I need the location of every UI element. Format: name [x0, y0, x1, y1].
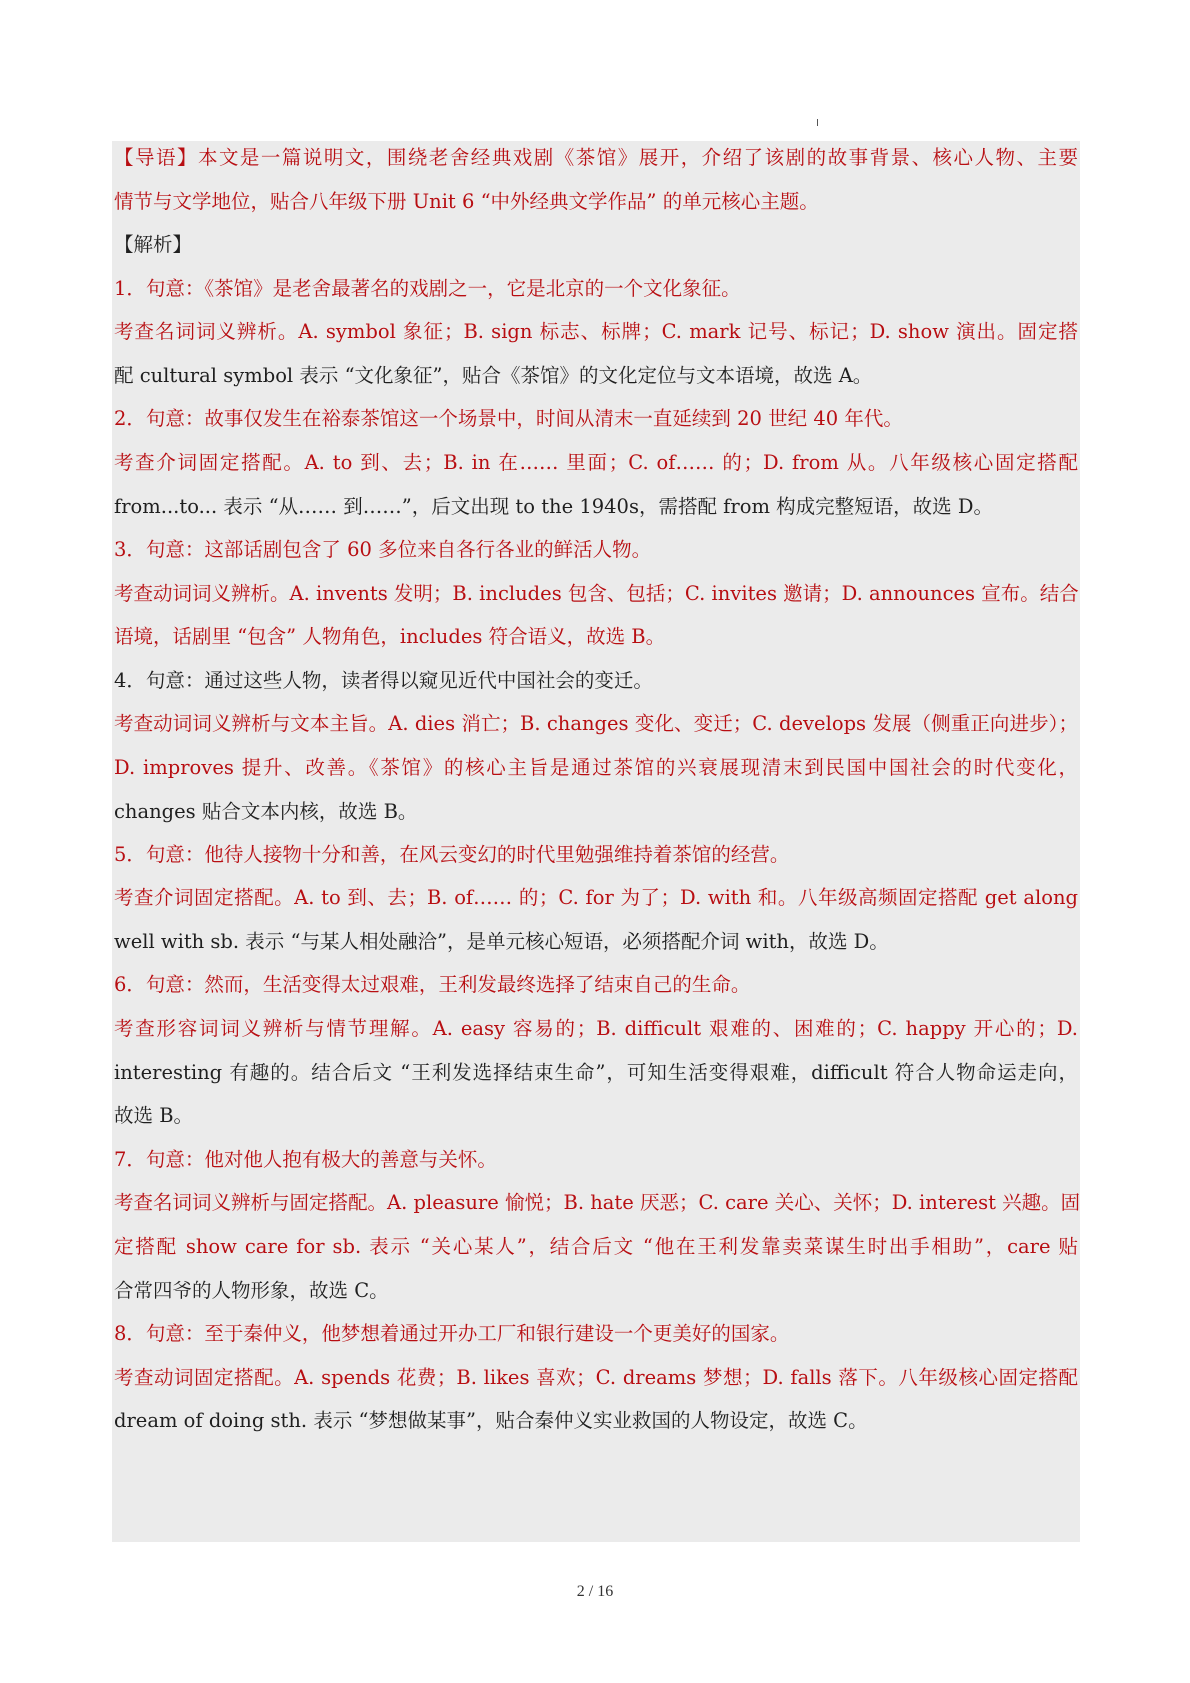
q3-explanation-2: 语境，话剧里 “包含” 人物角色，includes 符合语义，故选 B。: [114, 625, 666, 648]
q7-explanation-3: 合常四爷的人物形象，故选 C。: [114, 1279, 389, 1302]
q5-explanation-1: 考查介词固定搭配。A. to 到、去；B. of…… 的；C. for 为了；D. with 和。八年级高频固定搭配 get along: [114, 886, 1078, 909]
analysis-heading: 【解析】: [114, 233, 193, 256]
q1-translation: 1．句意：《茶馆》是老舍最著名的戏剧之一，它是北京的一个文化象征。: [114, 277, 741, 300]
q1-explanation-1: 考查名词词义辨析。A. symbol 象征；B. sign 标志、标牌；C. mark 记号、标记；D. show 演出。固定搭: [114, 320, 1078, 343]
intro-line-1: 【导语】本文是一篇说明文，围绕老舍经典戏剧《茶馆》展开，介绍了该剧的故事背景、核心人物、主要: [114, 146, 1078, 169]
q6-explanation-1: 考查形容词词义辨析与情节理解。A. easy 容易的；B. difficult 艰难的、困难的；C. happy 开心的；D.: [114, 1017, 1078, 1040]
header-tick-mark: [817, 119, 818, 126]
q6-translation: 6．句意：然而，生活变得太过艰难，王利发最终选择了结束自己的生命。: [114, 973, 751, 996]
q8-translation: 8．句意：至于秦仲义，他梦想着通过开办工厂和银行建设一个更美好的国家。: [114, 1322, 790, 1345]
q4-explanation-2: D. improves 提升、改善。《茶馆》的核心主旨是通过茶馆的兴衰展现清末到民国中国社会的时代变化，: [114, 756, 1078, 779]
q7-explanation-2: 定搭配 show care for sb. 表示 “关心某人”，结合后文 “他在王利发靠卖菜谋生时出手相助”，care 贴: [114, 1235, 1078, 1258]
page-number: 2 / 16: [576, 1583, 614, 1600]
q8-explanation-2: dream of doing sth. 表示 “梦想做某事”，贴合秦仲义实业救国的人物设定，故选 C。: [114, 1409, 868, 1432]
q5-explanation-2: well with sb. 表示 “与某人相处融洽”，是单元核心短语，必须搭配介词 with，故选 D。: [114, 930, 889, 953]
q6-explanation-3: 故选 B。: [114, 1104, 194, 1127]
q8-explanation-1: 考查动词固定搭配。A. spends 花费；B. likes 喜欢；C. dreams 梦想；D. falls 落下。八年级核心固定搭配: [114, 1366, 1078, 1389]
q1-explanation-2: 配 cultural symbol 表示 “文化象征”，贴合《茶馆》的文化定位与文本语境，故选 A。: [114, 364, 873, 387]
q6-explanation-2: interesting 有趣的。结合后文 “王利发选择结束生命”，可知生活变得艰难，difficult 符合人物命运走向，: [114, 1061, 1078, 1084]
q4-explanation-3: changes 贴合文本内核，故选 B。: [114, 800, 418, 823]
q2-translation: 2．句意：故事仅发生在裕泰茶馆这一个场景中，时间从清末一直延续到 20 世纪 40 年代。: [114, 407, 903, 430]
q3-translation: 3．句意：这部话剧包含了 60 多位来自各行各业的鲜活人物。: [114, 538, 652, 561]
q2-explanation-1: 考查介词固定搭配。A. to 到、去；B. in 在…… 里面；C. of…… 的；D. from 从。八年级核心固定搭配: [114, 451, 1078, 474]
q2-explanation-2: from...to... 表示 “从…… 到……”，后文出现 to the 1940s，需搭配 from 构成完整短语，故选 D。: [114, 495, 993, 518]
q7-translation: 7．句意：他对他人抱有极大的善意与关怀。: [114, 1148, 497, 1171]
q4-translation: 4．句意：通过这些人物，读者得以窥见近代中国社会的变迁。: [114, 669, 653, 692]
intro-line-2: 情节与文学地位，贴合八年级下册 Unit 6 “中外经典文学作品” 的单元核心主题。: [114, 190, 819, 213]
q5-translation: 5．句意：他待人接物十分和善，在风云变幻的时代里勉强维持着茶馆的经营。: [114, 843, 790, 866]
q3-explanation-1: 考查动词词义辨析。A. invents 发明；B. includes 包含、包括；C. invites 邀请；D. announces 宣布。结合: [114, 582, 1079, 605]
q7-explanation-1: 考查名词词义辨析与固定搭配。A. pleasure 愉悦；B. hate 厌恶；C. care 关心、关怀；D. interest 兴趣。固: [114, 1191, 1081, 1214]
q4-explanation-1: 考查动词词义辨析与文本主旨。A. dies 消亡；B. changes 变化、变迁；C. develops 发展（侧重正向进步）；: [114, 712, 1078, 735]
